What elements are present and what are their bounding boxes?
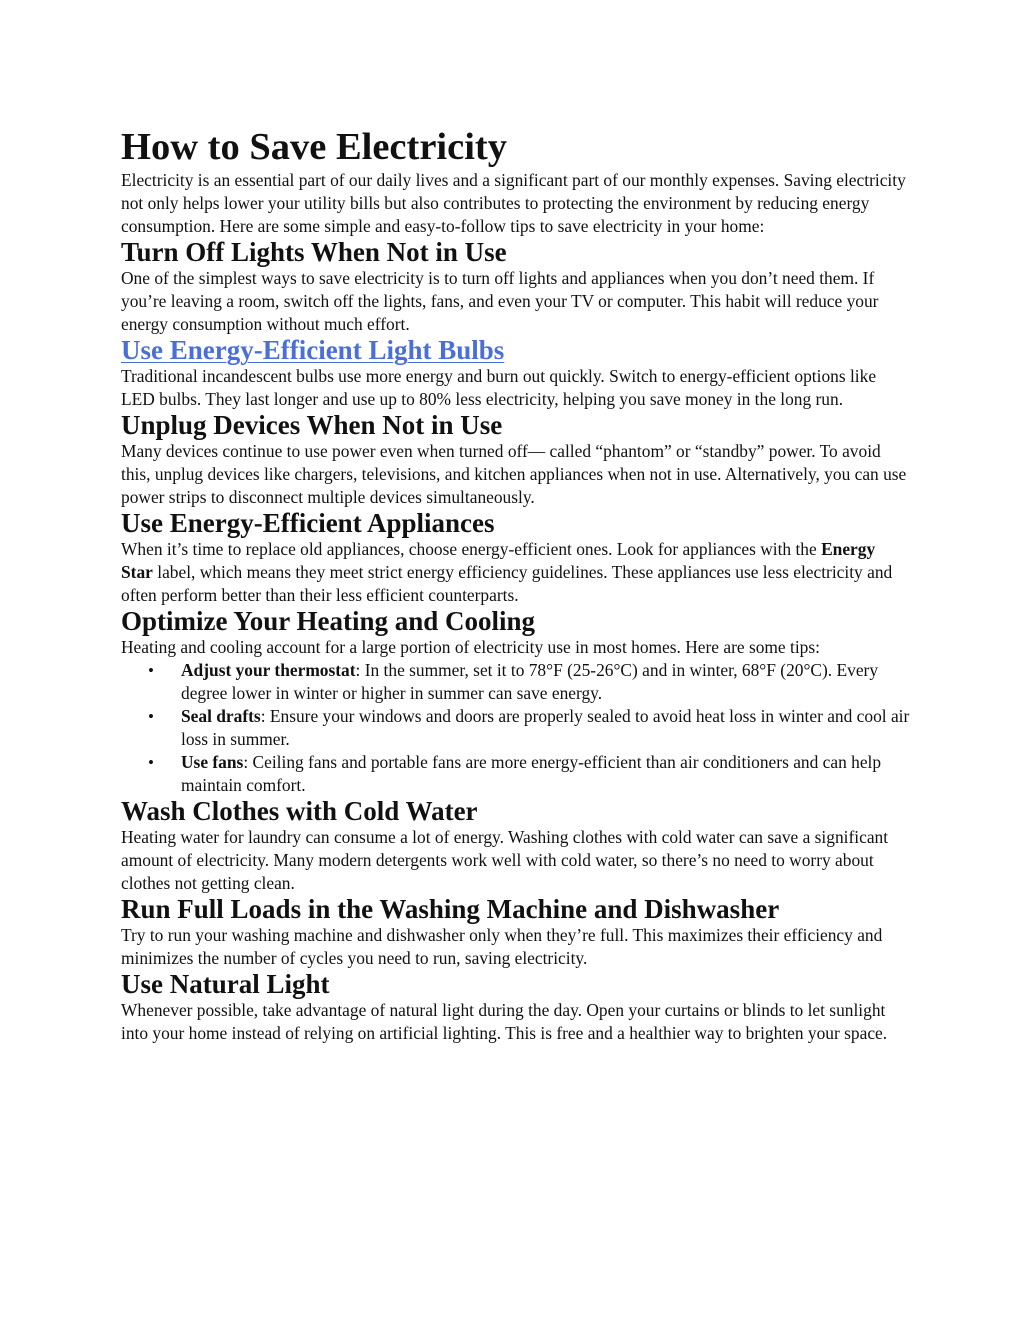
section-body-appliances — [121, 538, 911, 607]
section-body-heating: Heating and cooling account for a large portion of electricity use in most homes. Here are some tips: — [121, 637, 820, 657]
page-title: How to Save Electricity — [121, 126, 507, 168]
section-heading-natural: Use Natural Light — [121, 969, 330, 999]
section-body-unplug: Many devices continue to use power even when turned off— called “phantom” or “standby” power. To avoid this, unplug devices like chargers, televisions, and kitchen appliances when not in use. Alternatively, you can use power strips to disconnect multiple devices simultaneously. — [121, 441, 907, 507]
section-heading-unplug: Unplug Devices When Not in Use — [121, 410, 503, 440]
intro-paragraph: Electricity is an essential part of our daily lives and a significant part of our monthly expenses. Saving electricity not only helps lower your utility bills but also contributes to protecting the environment by reducing energy consumption. Here are some simple and easy-to-follow tips to save electricity in your home: — [121, 170, 906, 236]
section-body-wash: Heating water for laundry can consume a lot of energy. Washing clothes with cold water can save a significant amount of electricity. Many modern detergents work well with cold water, so there’s no need to worry about clothes not getting clean. — [121, 827, 889, 893]
section-body-loads: Try to run your washing machine and dishwasher only when they’re full. This maximizes their efficiency and minimizes the number of cycles you need to run, saving electricity. — [121, 925, 883, 968]
list-item — [121, 751, 911, 797]
section-heading-loads: Run Full Loads in the Washing Machine and Dishwasher — [121, 894, 780, 924]
tip-label: Use fans — [181, 752, 244, 772]
bullet-icon: • — [148, 707, 154, 726]
tip-label: Seal drafts — [181, 706, 261, 726]
appliances-text-after: label, which means they meet strict energy efficiency guidelines. These appliances use less electricity and often perform better than their less efficient counterparts. — [121, 562, 893, 605]
section-heading-wash: Wash Clothes with Cold Water — [121, 796, 478, 826]
bullet-icon: • — [148, 753, 154, 772]
section-heading-lights: Turn Off Lights When Not in Use — [121, 237, 507, 267]
list-item — [121, 705, 911, 751]
document-page — [121, 125, 911, 1045]
appliances-text-before: When it’s time to replace old appliances, choose energy-efficient ones. Look for appliances with the — [121, 539, 822, 559]
section-body-natural: Whenever possible, take advantage of natural light during the day. Open your curtains or blinds to let sunlight into your home instead of relying on artificial lighting. This is free and a healthier way to brighten your space. — [121, 1000, 888, 1043]
list-item — [121, 659, 911, 705]
section-heading-bulbs-link[interactable]: Use Energy-Efficient Light Bulbs — [121, 335, 505, 365]
section-heading-heating: Optimize Your Heating and Cooling — [121, 606, 536, 636]
tip-text: : In the summer, set it to 78°F (25-26°C) and in winter, 68°F (20°C). Every degree lower in winter or higher in summer can save energy. — [181, 660, 879, 703]
tip-label: Adjust your thermostat — [181, 660, 356, 680]
section-body-bulbs: Traditional incandescent bulbs use more energy and burn out quickly. Switch to energy-efficient options like LED bulbs. They last longer and use up to 80% less electricity, helping you save money in the long run. — [121, 366, 877, 409]
energy-star-label: Energy Star — [121, 539, 876, 582]
section-heading-appliances: Use Energy-Efficient Appliances — [121, 508, 495, 538]
section-body-lights: One of the simplest ways to save electricity is to turn off lights and appliances when you don’t need them. If you’re leaving a room, switch off the lights, fans, and even your TV or computer. This habit will reduce your energy consumption without much effort. — [121, 268, 879, 334]
heating-tips-list — [121, 659, 911, 797]
tip-text: : Ceiling fans and portable fans are more energy-efficient than air conditioners and can help maintain comfort. — [181, 752, 882, 795]
tip-text: : Ensure your windows and doors are properly sealed to avoid heat loss in winter and cool air loss in summer. — [181, 706, 910, 749]
bullet-icon: • — [148, 661, 154, 680]
